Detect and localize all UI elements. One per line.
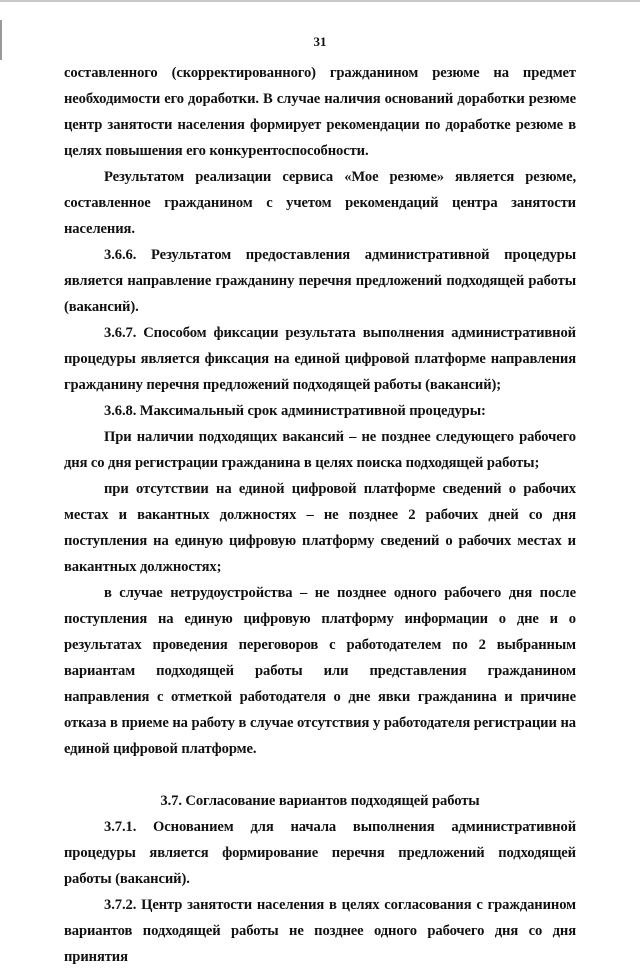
- paragraph-non-employment: в случае нетрудоустройства – не позднее одного рабочего дня после поступления на единую цифровую платформу информации о дне и о результатах проведения переговоров с работодателем по 2 выбранным вариантам подходящей работы или представления гражданином направления с отметкой работодателя о дне явки гражданина и причине отказа в приеме на работу в случае отсутствия у работодателя регистрации на единой цифровой платформе.: [64, 585, 576, 757]
- paragraph-3-6-7: 3.6.7. Способом фиксации результата выполнения административной процедуры является фиксация на единой цифровой платформе направления гражданину перечня предложений подходящей работы (вакансий);: [64, 325, 576, 393]
- document-body: [64, 60, 576, 970]
- scan-top-edge: [0, 0, 640, 2]
- paragraph-3-7-2: 3.7.2. Центр занятости населения в целях согласования с гражданином вариантов подходящей работы не позднее одного рабочего дня со дня принятия: [64, 897, 576, 965]
- paragraph-no-platform-info: при отсутствии на единой цифровой платформе сведений о рабочих местах и вакантных должностях – не позднее 2 рабочих дней со дня поступления на единую цифровую платформу сведений о рабочих местах и вакантных должностях;: [64, 481, 576, 575]
- paragraph-my-resume-result: Результатом реализации сервиса «Мое резюме» является резюме, составленное гражданином с учетом рекомендаций центра занятости населения.: [64, 169, 576, 237]
- paragraph-3-7-1: 3.7.1. Основанием для начала выполнения административной процедуры является формирование перечня предложений подходящей работы (вакансий).: [64, 819, 576, 887]
- paragraph-vacancies-available: При наличии подходящих вакансий – не позднее следующего рабочего дня со дня регистрации гражданина в целях поиска подходящей работы;: [64, 429, 576, 471]
- page-number: 31: [313, 34, 327, 49]
- section-heading-3-7: 3.7. Согласование вариантов подходящей работы: [160, 793, 480, 809]
- paragraph-3-6-6: 3.6.6. Результатом предоставления административной процедуры является направление гражданину перечня предложений подходящей работы (вакансий).: [64, 247, 576, 315]
- paragraph-3-6-8: 3.6.8. Максимальный срок административной процедуры:: [104, 403, 486, 419]
- paragraph-resume-review: составленного (скорректированного) гражданином резюме на предмет необходимости его доработки. В случае наличия оснований доработки резюме центр занятости населения формирует рекомендации по доработке резюме в целях повышения его конкурентоспособности.: [64, 65, 576, 159]
